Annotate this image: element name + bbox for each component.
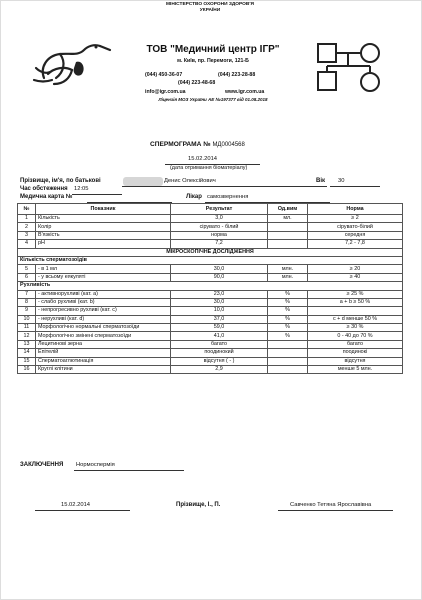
phone-3: (044) 223-48-68: [178, 80, 216, 86]
row-number: 15: [18, 357, 36, 365]
ministry-line2: УКРАЇНИ: [199, 8, 221, 13]
signature-date-underline: [35, 510, 130, 511]
row-number: 10: [18, 315, 36, 323]
row-indicator: В'язкість: [36, 231, 171, 239]
email-link[interactable]: info@igr.com.ua: [145, 89, 186, 95]
table-row: [18, 240, 403, 248]
table-row: [18, 366, 403, 374]
redacted-surname: [123, 177, 163, 186]
row-norm: відсутня: [308, 357, 403, 365]
row-result: 7,2: [171, 240, 268, 248]
sample-date: 15.02.2014: [188, 156, 218, 162]
report-number: МД0004568: [212, 142, 245, 148]
table-row: [18, 324, 403, 332]
stork-logo: [30, 38, 112, 88]
row-result: норма: [171, 231, 268, 239]
row-unit: [268, 349, 308, 357]
row-unit: %: [268, 290, 308, 298]
table-header-row: [18, 204, 403, 215]
row-result: 37,0: [171, 315, 268, 323]
row-result: сірувато - білий: [171, 223, 268, 231]
doctor-label: Лікар: [186, 194, 202, 200]
table-row: [18, 315, 403, 323]
ministry-name: [145, 2, 275, 14]
row-indicator: Морфологічно змінені сперматозоїди: [36, 332, 171, 340]
col-norm: Норма: [308, 204, 403, 215]
row-norm: ≥ 20: [308, 265, 403, 273]
row-unit: [268, 231, 308, 239]
table-row: [18, 215, 403, 223]
row-norm: багато: [308, 340, 403, 348]
table-row: [18, 332, 403, 340]
age-underline: [330, 186, 380, 187]
row-indicator: Колір: [36, 223, 171, 231]
row-indicator: Круглі клітини: [36, 366, 171, 374]
genealogy-icon: [308, 40, 388, 96]
row-number: 2: [18, 223, 36, 231]
row-norm: c + d менше 50 %: [308, 315, 403, 323]
row-number: 9: [18, 307, 36, 315]
row-norm: ≥ 40: [308, 273, 403, 281]
row-unit: %: [268, 324, 308, 332]
table-row: [18, 231, 403, 239]
title-text: СПЕРМОГРАМА №: [150, 141, 211, 148]
row-indicator: Кількість: [36, 215, 171, 223]
section-motility: [18, 282, 403, 290]
row-norm: середня: [308, 231, 403, 239]
row-norm: a + b ≥ 50 %: [308, 298, 403, 306]
signature-name: Савченко Тетяна Ярославівна: [290, 502, 372, 508]
signature-label: Прізвище, І., П.: [176, 502, 221, 508]
microscopy-title: МІКРОСКОПІЧНЕ ДОСЛІДЖЕННЯ: [18, 248, 403, 256]
signature-underline: [278, 510, 393, 511]
website-link[interactable]: www.igr.com.ua: [225, 89, 265, 95]
table-row: [18, 357, 403, 365]
table-row: [18, 340, 403, 348]
row-indicator: Сперматоаглютинація: [36, 357, 171, 365]
row-result: 30,0: [171, 265, 268, 273]
date-caption: (дата отримання біоматеріалу): [170, 165, 248, 171]
row-result: 23,0: [171, 290, 268, 298]
row-unit: мл.: [268, 215, 308, 223]
row-norm: ≥ 2: [308, 215, 403, 223]
col-number: №: [18, 204, 36, 215]
row-indicator: - в 1 мл: [36, 265, 171, 273]
company-name: ТОВ "Медичний центр ІГР": [146, 44, 280, 55]
row-norm: 0 - 40 до 70 %: [308, 332, 403, 340]
company-address: м. Київ, пр. Перемоги, 121-Б: [177, 58, 249, 64]
age-label: Вік: [316, 178, 326, 184]
row-norm: [308, 307, 403, 315]
row-norm: 7,2 - 7,8: [308, 240, 403, 248]
col-unit: Од.вим: [268, 204, 308, 215]
row-indicator: Лецитинові зерна: [36, 340, 171, 348]
row-result: відсутня ( - ): [171, 357, 268, 365]
conclusion-value: Нормоспермія: [76, 462, 115, 468]
ministry-line1: МІНІСТЕРСТВО ОХОРОНИ ЗДОРОВ'Я: [166, 2, 254, 7]
table-row: [18, 298, 403, 306]
row-result: поодинокий: [171, 349, 268, 357]
row-result: 41,0: [171, 332, 268, 340]
count-title: Кількість сперматозоїдів: [18, 256, 403, 264]
row-number: 12: [18, 332, 36, 340]
row-result: 3,0: [171, 215, 268, 223]
row-number: 6: [18, 273, 36, 281]
row-number: 5: [18, 265, 36, 273]
col-indicator: Показник: [36, 204, 171, 215]
name-label: Прізвище, ім'я, по батькові: [20, 178, 101, 184]
row-indicator: - нерухливі (кат. d): [36, 315, 171, 323]
exam-time-value: 12:05: [74, 186, 89, 192]
row-indicator: Епітелій: [36, 349, 171, 357]
row-result: 30,0: [171, 298, 268, 306]
row-number: 4: [18, 240, 36, 248]
signature-date: 15.02.2014: [61, 502, 91, 508]
doctor-value: самозвернення: [207, 194, 249, 200]
table-row: [18, 265, 403, 273]
section-microscopy: [18, 248, 403, 256]
row-unit: млн.: [268, 265, 308, 273]
row-number: 14: [18, 349, 36, 357]
row-unit: [268, 223, 308, 231]
row-number: 3: [18, 231, 36, 239]
row-norm: менше 5 млн.: [308, 366, 403, 374]
row-unit: [268, 357, 308, 365]
patient-name: Денис Олексійович: [164, 178, 216, 184]
name-underline: [122, 186, 327, 187]
row-indicator: - слабо рухливі (кат. b): [36, 298, 171, 306]
row-result: 90,0: [171, 273, 268, 281]
section-count: [18, 256, 403, 264]
row-number: 8: [18, 298, 36, 306]
row-indicator: pH: [36, 240, 171, 248]
col-result: Результат: [171, 204, 268, 215]
exam-time-underline: [72, 194, 122, 195]
row-number: 13: [18, 340, 36, 348]
card-label: Медична карта №: [20, 194, 73, 200]
row-indicator: - у всьому еякуляті: [36, 273, 171, 281]
row-indicator: - активнорухливі (кат. а): [36, 290, 171, 298]
document-title: [150, 141, 245, 148]
row-result: 10,0: [171, 307, 268, 315]
row-norm: сірувато-білий: [308, 223, 403, 231]
row-norm: ≥ 30 %: [308, 324, 403, 332]
row-unit: [268, 366, 308, 374]
conclusion-label: ЗАКЛЮЧЕННЯ: [20, 462, 64, 468]
row-result: 2,9: [171, 366, 268, 374]
row-norm: ≥ 25 %: [308, 290, 403, 298]
table-row: [18, 273, 403, 281]
table-row: [18, 223, 403, 231]
row-unit: %: [268, 315, 308, 323]
row-indicator: Морфологічно нормальні сперматозоїди: [36, 324, 171, 332]
row-unit: млн.: [268, 273, 308, 281]
results-table: [17, 203, 403, 374]
row-unit: [268, 340, 308, 348]
row-number: 7: [18, 290, 36, 298]
row-unit: [268, 240, 308, 248]
table-row: [18, 349, 403, 357]
row-result: 59,0: [171, 324, 268, 332]
phone-1: (044) 450-36-07: [145, 72, 183, 78]
exam-time-label: Час обстеження: [20, 186, 68, 192]
age-value: 30: [338, 178, 345, 184]
table-row: [18, 307, 403, 315]
row-number: 1: [18, 215, 36, 223]
row-unit: %: [268, 307, 308, 315]
row-unit: %: [268, 332, 308, 340]
row-number: 11: [18, 324, 36, 332]
license-line: Ліцензія МОЗ України АЕ №197377 від 01.08.2018: [158, 97, 268, 102]
row-unit: %: [268, 298, 308, 306]
row-number: 16: [18, 366, 36, 374]
table-row: [18, 290, 403, 298]
row-norm: поодинокі: [308, 349, 403, 357]
conclusion-underline: [74, 470, 184, 471]
row-result: багато: [171, 340, 268, 348]
row-indicator: - непрогресивно рухливі (кат. c): [36, 307, 171, 315]
motility-title: Рухливість: [18, 282, 403, 290]
phone-2: (044) 223-28-88: [218, 72, 256, 78]
